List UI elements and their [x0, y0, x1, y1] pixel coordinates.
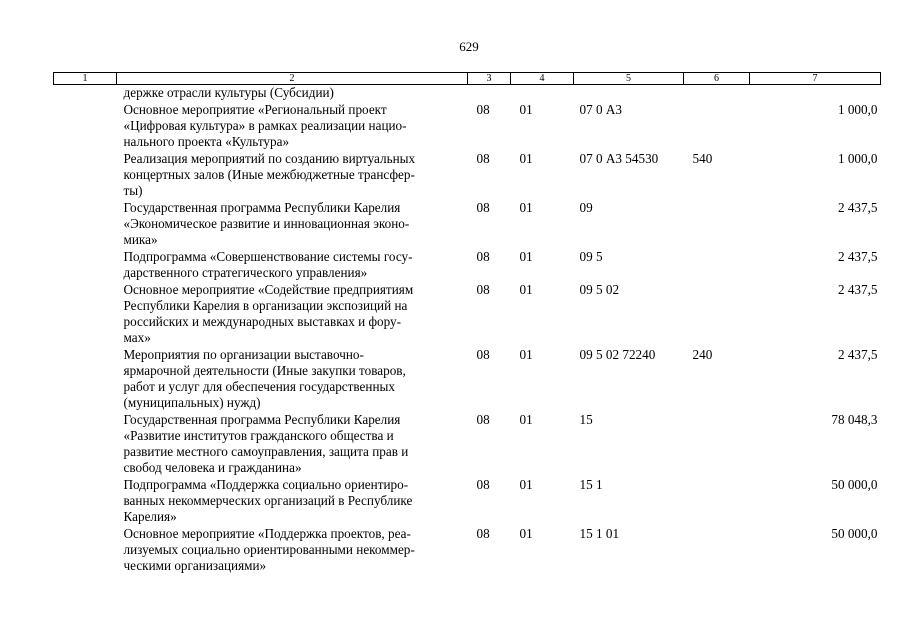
row-subsection-cell [511, 85, 574, 103]
row-name-line: Государственная программа Республики Карелия [123, 200, 401, 215]
row-amount-cell: 1 000,0 [837, 102, 878, 117]
row-name-line: Карелия» [123, 509, 177, 524]
budget-table [53, 72, 881, 575]
row-target-article-cell: 15 1 [579, 477, 603, 492]
row-amount-cell: 2 437,5 [837, 200, 878, 215]
row-subsection-cell: 01 [519, 526, 533, 541]
row-section-cell: 08 [476, 249, 490, 264]
row-section-cell: 08 [476, 200, 490, 215]
row-subsection-cell: 01 [519, 347, 533, 362]
row-name-line: Основное мероприятие «Поддержка проектов, реа- [123, 526, 411, 541]
row-amount-cell: 50 000,0 [831, 526, 878, 541]
row-target-article-cell: 09 [579, 200, 593, 215]
row-name-cell [117, 412, 468, 477]
row-subsection-cell: 01 [519, 477, 533, 492]
row-name-cell [117, 200, 468, 249]
row-blank-cell [54, 151, 117, 200]
row-name-line: дарственного стратегического управления» [123, 265, 368, 280]
row-target-article-cell: 09 5 [579, 249, 603, 264]
row-name-line: свобод человека и гражданина» [123, 460, 302, 475]
row-name-line: Подпрограмма «Поддержка социально ориентиро- [123, 477, 409, 492]
row-amount-cell: 2 437,5 [837, 249, 878, 264]
row-amount-cell: 78 048,3 [831, 412, 878, 427]
table-row [54, 151, 881, 200]
row-name-line: «Экономическое развитие и инновационная эконо- [123, 216, 410, 231]
table-body [54, 85, 881, 576]
header-row [54, 73, 881, 85]
row-name-line: нального проекта «Культура» [123, 134, 290, 149]
row-target-article-cell: 07 0 А3 [579, 102, 622, 117]
row-target-article-cell: 09 5 02 [579, 282, 620, 297]
row-name-cell [117, 249, 468, 282]
row-expense-type-cell [684, 200, 750, 249]
row-section-cell: 08 [476, 347, 490, 362]
row-target-article-cell: 15 [579, 412, 593, 427]
row-subsection-cell: 01 [519, 151, 533, 166]
row-expense-type-cell [684, 526, 750, 575]
header-col-2: 2 [117, 73, 468, 85]
row-expense-type-cell [684, 412, 750, 477]
header-col-6: 6 [684, 73, 750, 85]
row-target-article-cell: 07 0 А3 54530 [579, 151, 659, 166]
row-section-cell: 08 [476, 151, 490, 166]
header-col-4: 4 [511, 73, 574, 85]
row-section-cell [468, 85, 511, 103]
row-blank-cell [54, 85, 117, 103]
row-name-line: Мероприятия по организации выставочно- [123, 347, 364, 362]
row-target-article-cell [574, 85, 684, 103]
row-name-cell [117, 477, 468, 526]
row-target-article-cell: 09 5 02 72240 [579, 347, 656, 362]
row-target-article-cell: 15 1 01 [579, 526, 620, 541]
row-blank-cell [54, 526, 117, 575]
row-name-line: ческими организациями» [123, 558, 267, 573]
row-subsection-cell: 01 [519, 249, 533, 264]
row-blank-cell [54, 200, 117, 249]
row-name-line: Государственная программа Республики Карелия [123, 412, 401, 427]
row-expense-type-cell [684, 282, 750, 347]
row-blank-cell [54, 347, 117, 412]
row-name-line: ванных некоммерческих организаций в Республике [123, 493, 413, 508]
row-name-line: Республики Карелия в организации экспозиций на [123, 298, 408, 313]
row-name-line: российских и международных выставках и фору- [123, 314, 402, 329]
row-name-line: мах» [123, 330, 151, 345]
table-row [54, 282, 881, 347]
row-name-line: «Цифровая культура» в рамках реализации нацио- [123, 118, 407, 133]
header-col-5: 5 [574, 73, 684, 85]
row-name-cell [117, 85, 468, 103]
row-amount-cell: 2 437,5 [837, 347, 878, 362]
row-name-line: концертных залов (Иные межбюджетные трансфер- [123, 167, 415, 182]
row-amount-cell [750, 85, 881, 103]
row-expense-type-cell: 240 [692, 347, 713, 362]
row-blank-cell [54, 102, 117, 151]
row-blank-cell [54, 282, 117, 347]
row-name-line: лизуемых социально ориентированными некоммер- [123, 542, 415, 557]
row-expense-type-cell [684, 477, 750, 526]
row-name-line: держке отрасли культуры (Субсидии) [123, 85, 334, 100]
table-row [54, 85, 881, 103]
row-amount-cell: 2 437,5 [837, 282, 878, 297]
row-name-line: ты) [123, 183, 143, 198]
row-amount-cell: 50 000,0 [831, 477, 878, 492]
row-name-cell [117, 102, 468, 151]
row-name-line: мика» [123, 232, 158, 247]
row-name-line: Основное мероприятие «Содействие предприятиям [123, 282, 414, 297]
row-amount-cell: 1 000,0 [837, 151, 878, 166]
row-blank-cell [54, 477, 117, 526]
row-subsection-cell: 01 [519, 102, 533, 117]
row-name-line: развитие местного самоуправления, защита прав и [123, 444, 409, 459]
table-row [54, 477, 881, 526]
row-name-line: «Развитие институтов гражданского общества и [123, 428, 394, 443]
table-row [54, 102, 881, 151]
table-row [54, 200, 881, 249]
row-name-line: ярмарочной деятельности (Иные закупки товаров, [123, 363, 406, 378]
row-name-line: работ и услуг для обеспечения государственных [123, 379, 395, 394]
row-expense-type-cell [684, 102, 750, 151]
table-row [54, 526, 881, 575]
row-section-cell: 08 [476, 477, 490, 492]
row-subsection-cell: 01 [519, 412, 533, 427]
page-number: 629 [459, 39, 479, 54]
header-col-7: 7 [750, 73, 881, 85]
table-row [54, 412, 881, 477]
header-col-3: 3 [468, 73, 511, 85]
row-section-cell: 08 [476, 526, 490, 541]
row-name-line: Подпрограмма «Совершенствование системы госу- [123, 249, 413, 264]
row-expense-type-cell: 540 [692, 151, 713, 166]
row-name-cell [117, 526, 468, 575]
row-name-line: Основное мероприятие «Региональный проект [123, 102, 387, 117]
row-name-line: (муниципальных) нужд) [123, 395, 261, 410]
row-name-line: Реализация мероприятий по созданию виртуальных [123, 151, 416, 166]
row-blank-cell [54, 412, 117, 477]
row-blank-cell [54, 249, 117, 282]
row-subsection-cell: 01 [519, 282, 533, 297]
table-row [54, 347, 881, 412]
table-row [54, 249, 881, 282]
header-col-1: 1 [54, 73, 117, 85]
row-expense-type-cell [684, 249, 750, 282]
row-subsection-cell: 01 [519, 200, 533, 215]
row-name-cell [117, 347, 468, 412]
row-section-cell: 08 [476, 412, 490, 427]
row-section-cell: 08 [476, 102, 490, 117]
table-header [54, 73, 881, 85]
row-name-cell [117, 282, 468, 347]
row-expense-type-cell [684, 85, 750, 103]
row-section-cell: 08 [476, 282, 490, 297]
row-name-cell [117, 151, 468, 200]
